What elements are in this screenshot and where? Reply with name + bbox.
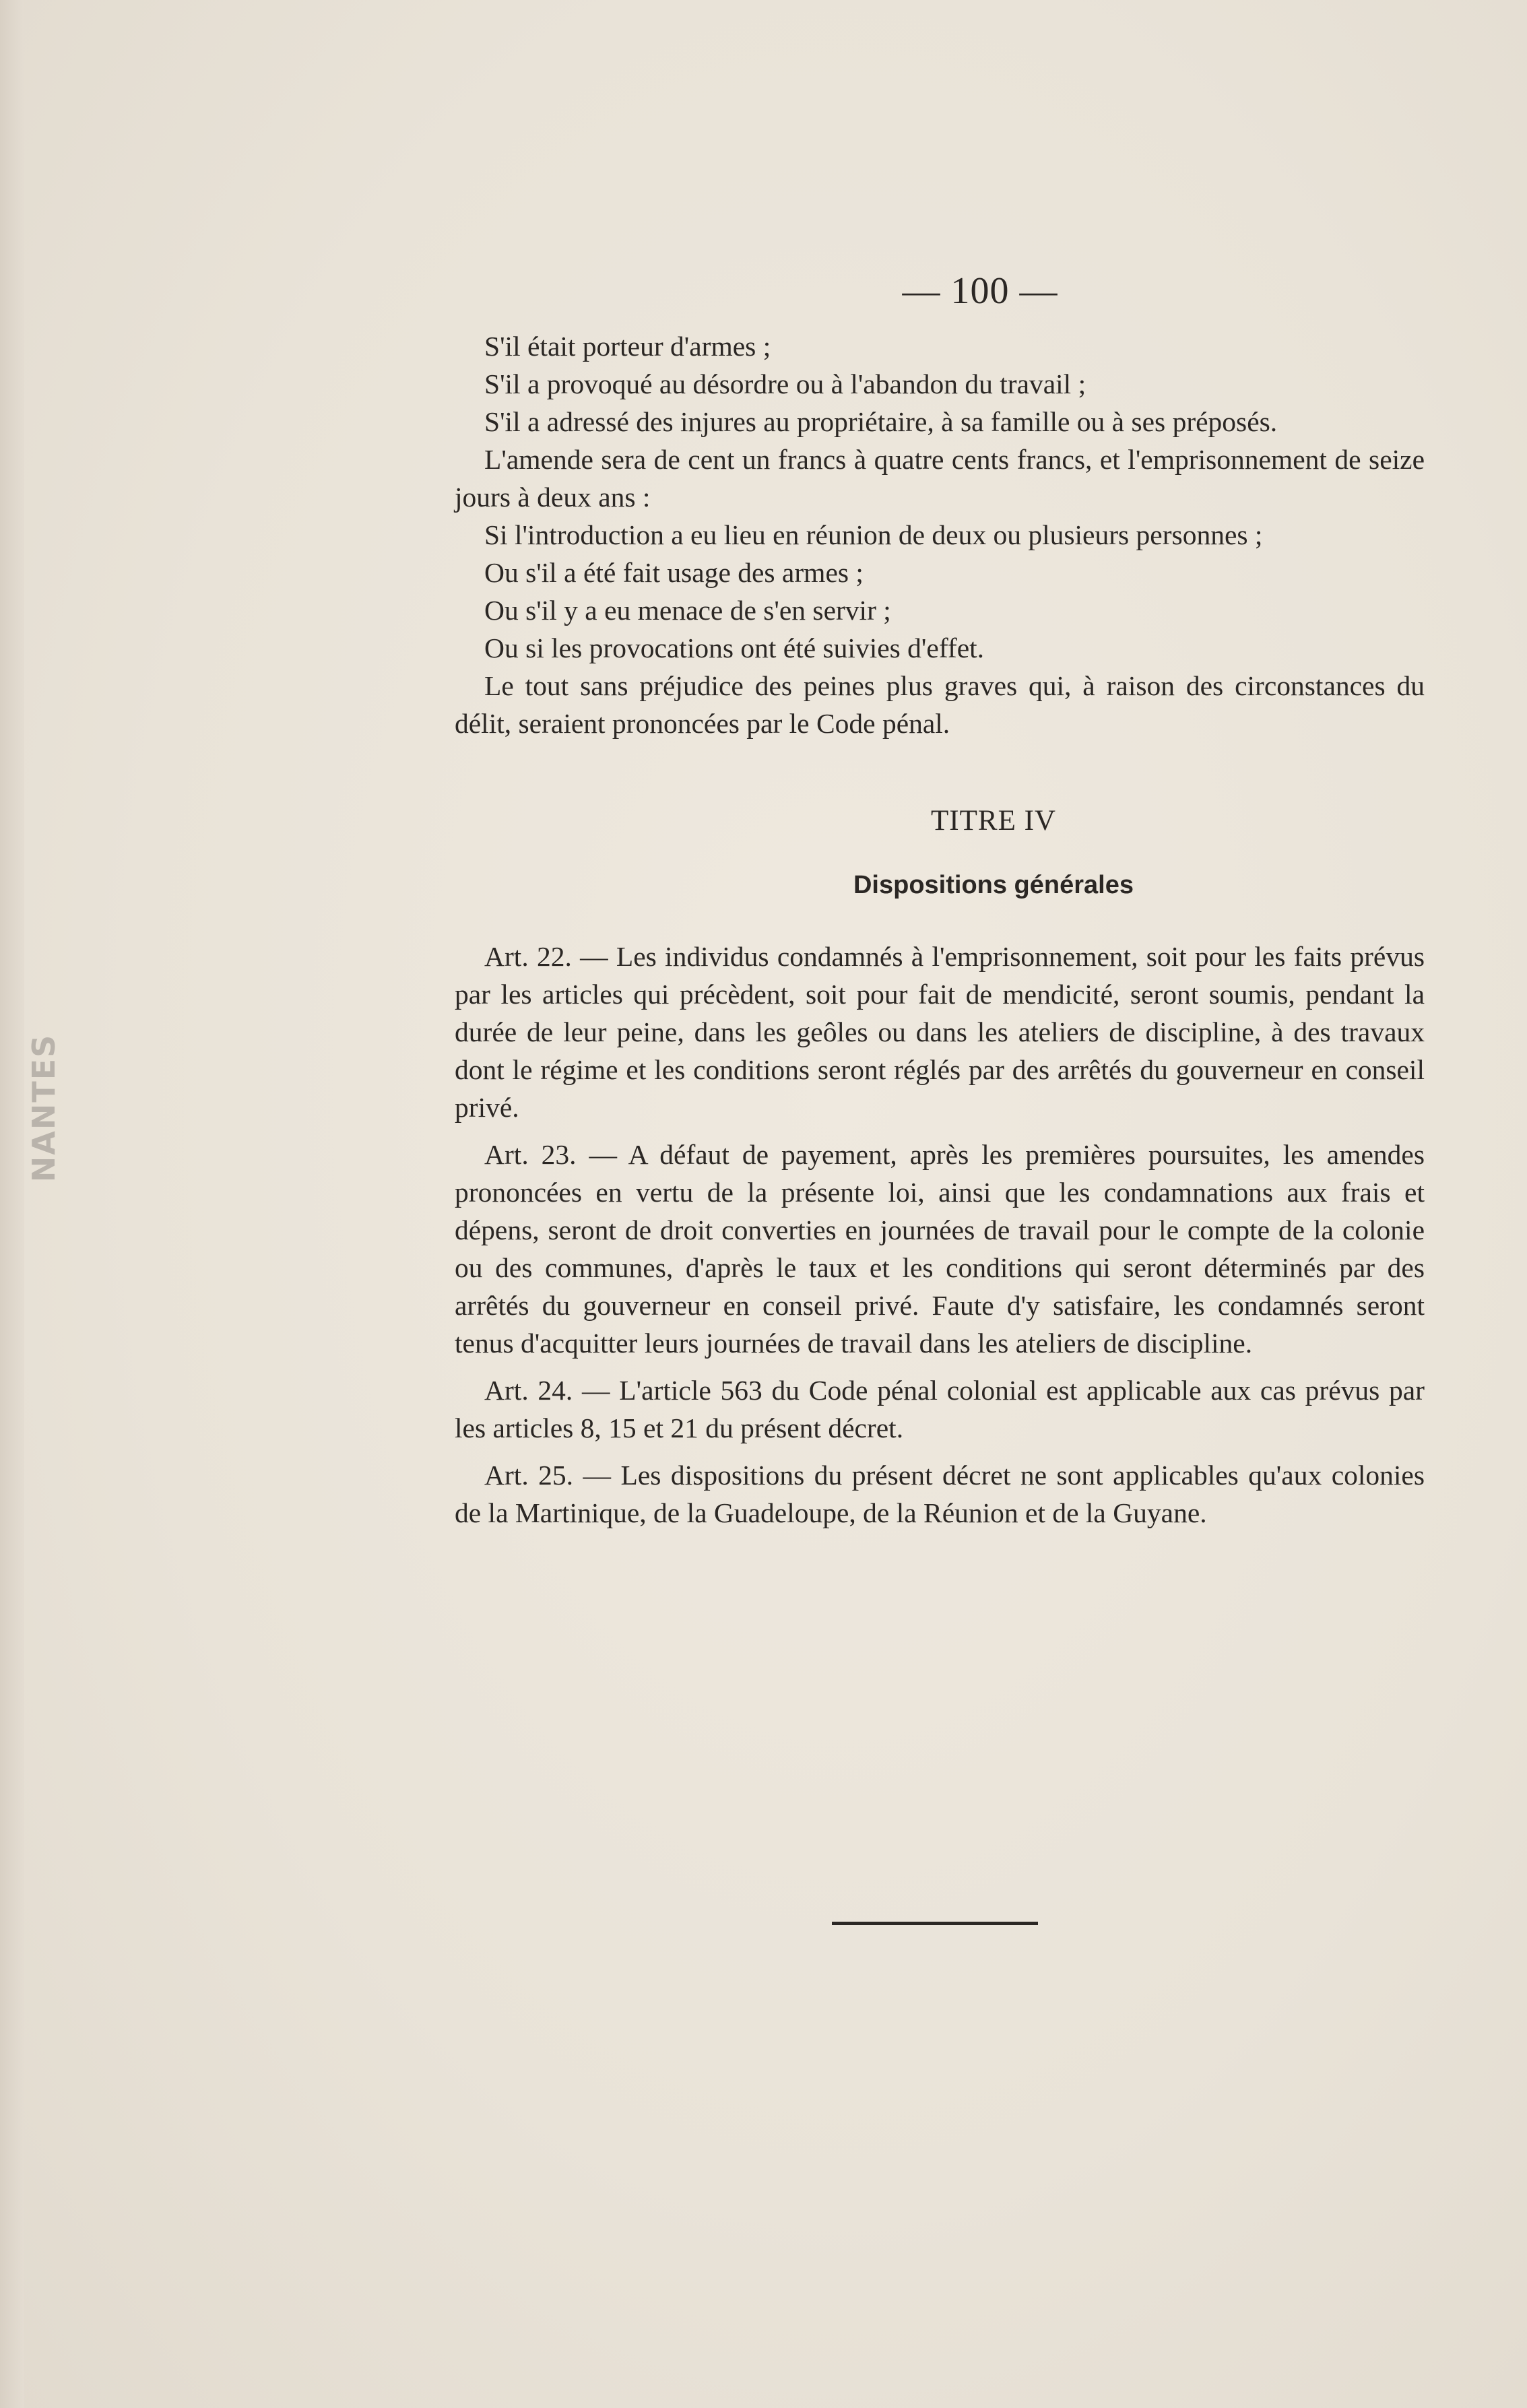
article-paragraph: Art. 23. — A défaut de payement, après les premières poursuites, les amendes prononcées en vertu de la présente loi, ainsi que les condamnations aux frais et dépens, seront de droit converties en journées de travail pour le compte de la colonie ou des communes, d'après le taux et les conditions qui seront déterminés par des arrêtés du gouverneur en conseil privé. Faute d'y satisfaire, les condamnés seront tenus d'acquitter leurs journées de travail dans les ateliers de discipline. (455, 1139, 1425, 1359)
end-rule (832, 1922, 1038, 1925)
section-title: TITRE IV (931, 805, 1056, 837)
library-stamp (20, 1031, 67, 1185)
paragraph: Ou s'il y a eu menace de s'en servir ; (484, 595, 891, 626)
paragraph: L'amende sera de cent un francs à quatre cents francs, et l'emprisonnement de seize jours à deux ans : (455, 444, 1425, 513)
article-paragraph: Art. 22. — Les individus condamnés à l'emprisonnement, soit pour les faits prévus par les articles qui précèdent, soit pour fait de mendicité, seront soumis, pendant la durée de leur peine, dans les geôles ou dans les ateliers de discipline, à des travaux dont le régime et les conditions seront réglés par des arrêtés du gouverneur en conseil privé. (455, 941, 1425, 1123)
article-paragraph: Art. 25. — Les dispositions du présent décret ne sont applicables qu'aux colonies de la Martinique, de la Guadeloupe, de la Réunion et de la Guyane. (455, 1460, 1425, 1528)
article-paragraph: Art. 24. — L'article 563 du Code pénal colonial est applicable aux cas prévus par les articles 8, 15 et 21 du présent décret. (455, 1375, 1425, 1443)
paragraph: Ou si les provocations ont été suivies d'effet. (484, 632, 985, 663)
stamp-text: NANTES (26, 1033, 62, 1183)
section-subtitle: Dispositions générales (853, 871, 1134, 899)
page-left-edge (0, 0, 24, 2408)
paragraph: Le tout sans préjudice des peines plus graves qui, à raison des circonstances du délit, seraient prononcées par le Code pénal. (455, 670, 1425, 739)
paragraph: S'il a provoqué au désordre ou à l'abandon du travail ; (484, 368, 1086, 399)
paragraph: Si l'introduction a eu lieu en réunion de deux ou plusieurs personnes ; (484, 519, 1263, 550)
paragraph: S'il était porteur d'armes ; (484, 331, 771, 362)
page-content (455, 269, 1425, 1532)
paragraph: S'il a adressé des injures au propriétaire, à sa famille ou à ses préposés. (484, 406, 1278, 437)
paragraph: Ou s'il a été fait usage des armes ; (484, 557, 864, 588)
page-number: — 100 — (902, 270, 1058, 312)
